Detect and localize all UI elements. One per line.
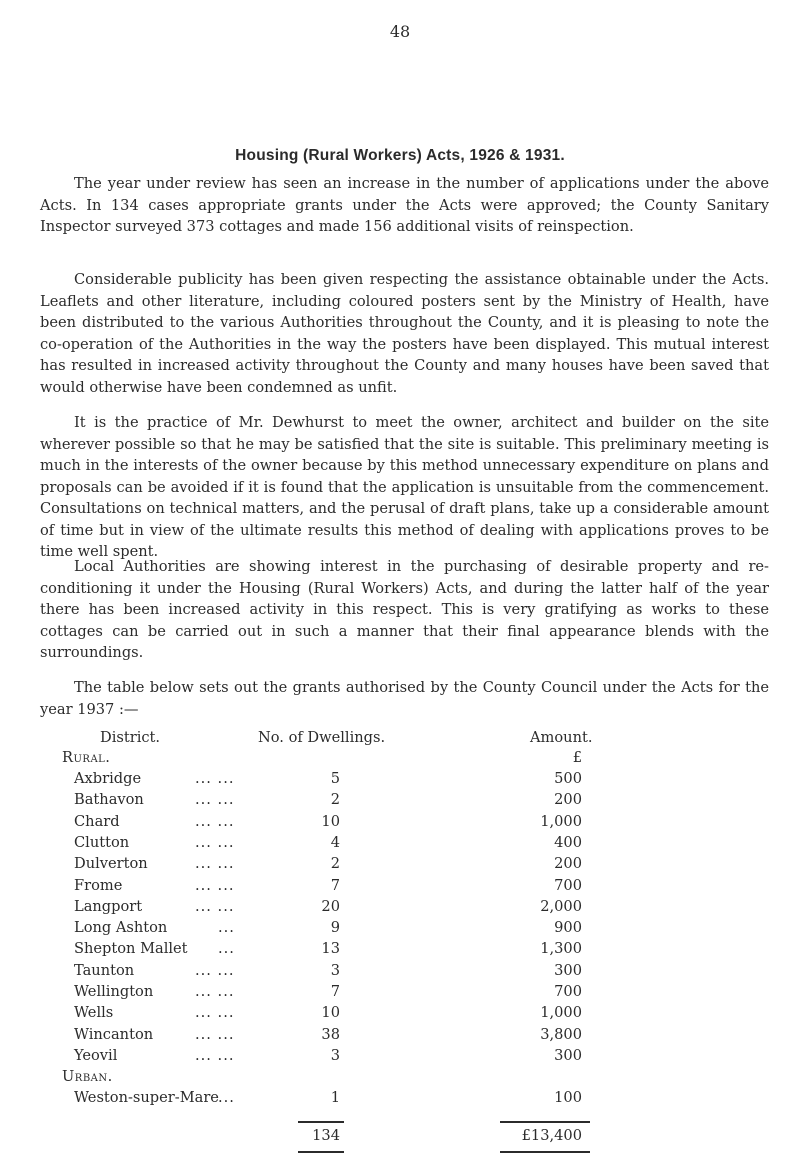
dwellings-cell: 1 bbox=[330, 1089, 340, 1107]
district-cell: Wellington bbox=[74, 983, 154, 1000]
district-cell: Yeovil bbox=[74, 1046, 118, 1064]
total-amount: £13,400 bbox=[521, 1126, 582, 1144]
leader-dots: ... ... bbox=[195, 1025, 235, 1043]
total-dwellings: 134 bbox=[312, 1126, 340, 1144]
amount-cell: 700 bbox=[554, 983, 582, 1000]
total-rule-dwellings bbox=[298, 1121, 344, 1123]
leader-dots: ... ... bbox=[195, 1004, 235, 1022]
amount-cell: 700 bbox=[554, 876, 582, 894]
dwellings-cell: 7 bbox=[330, 876, 340, 894]
leader-dots: ... bbox=[218, 940, 235, 958]
district-cell: Taunton bbox=[74, 961, 135, 979]
table-row bbox=[0, 981, 800, 1003]
amount-cell: 200 bbox=[554, 855, 582, 873]
table-row bbox=[0, 768, 800, 790]
dwellings-cell: 2 bbox=[330, 791, 340, 809]
table-row bbox=[0, 853, 800, 875]
paragraph-publicity: Considerable publicity has been given respecting the assistance obtainable under the Acts. Leaflets and other literature, including coloured posters sent by the Ministry of Health, have been distributed to the various Authorities throughout the County, and it is pleasing to note the co-operation of the Authorities in the way the posters have been displayed. This mutual interest has resulted in increased activity throughout the County and many houses have been saved that would otherwise have been condemned as unfit. bbox=[40, 271, 769, 396]
urban-label: Urban. bbox=[62, 1068, 113, 1086]
leader-dots: ... ... bbox=[195, 961, 235, 979]
table-total-row bbox=[0, 1125, 800, 1147]
header-district: District. bbox=[100, 729, 161, 746]
rural-label: Rural. bbox=[62, 749, 111, 766]
table-row bbox=[0, 1002, 800, 1024]
amount-cell: 1,000 bbox=[540, 1004, 582, 1022]
amount-cell: 2,000 bbox=[540, 897, 582, 915]
table-row bbox=[0, 917, 800, 939]
amount-cell: 300 bbox=[554, 1046, 582, 1064]
district-cell: Wincanton bbox=[74, 1025, 154, 1043]
table-row bbox=[0, 875, 800, 897]
amount-cell: 100 bbox=[554, 1089, 582, 1107]
leader-dots: ... ... bbox=[195, 791, 235, 809]
total-double-rule-dwellings bbox=[298, 1151, 344, 1153]
total-rule-amount bbox=[500, 1121, 590, 1123]
table-row bbox=[0, 789, 800, 811]
table-row bbox=[0, 896, 800, 918]
dwellings-cell: 20 bbox=[321, 897, 340, 915]
district-cell: Axbridge bbox=[74, 770, 142, 787]
section-heading: Housing (Rural Workers) Acts, 1926 & 1931. bbox=[235, 147, 565, 164]
table-row bbox=[0, 1087, 800, 1109]
paragraph-reconditioning: Local Authorities are showing interest in the purchasing of desirable property and re-conditioning it under the Housing (Rural Workers) Acts, and during the latter half of the year there has been increased activity in this respect. This is very gratifying as works to these cottages can be carried out in such a manner that their final appearance blends with the surroundings. bbox=[40, 558, 769, 661]
header-dwellings: No. of Dwellings. bbox=[258, 729, 386, 746]
table-header-row bbox=[0, 727, 800, 749]
paragraph-table-intro: The table below sets out the grants authorised by the County Council under the Acts for the year 1937 :— bbox=[40, 679, 769, 718]
currency-symbol: £ bbox=[572, 749, 582, 766]
total-double-rule-amount bbox=[500, 1151, 590, 1153]
district-cell: Bathavon bbox=[74, 791, 144, 809]
district-cell: Weston-super-Mare bbox=[74, 1089, 219, 1107]
dwellings-cell: 13 bbox=[321, 940, 340, 958]
paragraph-site-meetings: It is the practice of Mr. Dewhurst to meet the owner, architect and builder on the site wherever possible so that he may be satisfied that the site is suitable. This preliminary meeting is much in the interests of the owner because by this method unnecessary expenditure on plans and proposals can be avoided if it is found that the application is unsuitable from the commencement. Consultations on technical matters, and the perusal of draft plans, take up a considerable amount of time but in view of the ultimate results this method of dealing with applications proves to be time well spent. bbox=[40, 414, 769, 560]
district-cell: Langport bbox=[74, 897, 143, 915]
district-cell: Wells bbox=[74, 1004, 114, 1022]
page-number: 48 bbox=[389, 22, 411, 41]
leader-dots: ... bbox=[218, 1089, 235, 1107]
table-row bbox=[0, 960, 800, 982]
table-row bbox=[0, 938, 800, 960]
amount-cell: 1,000 bbox=[540, 812, 582, 830]
urban-section-row bbox=[0, 1066, 800, 1088]
district-cell: Shepton Mallet bbox=[74, 940, 188, 958]
dwellings-cell: 3 bbox=[330, 961, 340, 979]
leader-dots: ... ... bbox=[195, 876, 235, 894]
leader-dots: ... bbox=[218, 919, 235, 937]
district-cell: Dulverton bbox=[74, 855, 148, 873]
header-amount: Amount. bbox=[530, 729, 593, 746]
dwellings-cell: 4 bbox=[330, 833, 340, 851]
amount-cell: 500 bbox=[554, 770, 582, 787]
leader-dots: ... ... bbox=[195, 1046, 235, 1064]
amount-cell: 1,300 bbox=[540, 940, 582, 958]
amount-cell: 300 bbox=[554, 961, 582, 979]
leader-dots: ... ... bbox=[195, 897, 235, 915]
table-row bbox=[0, 811, 800, 833]
dwellings-cell: 10 bbox=[321, 1004, 340, 1022]
district-cell: Long Ashton bbox=[74, 919, 168, 937]
amount-cell: 3,800 bbox=[540, 1025, 582, 1043]
district-cell: Chard bbox=[74, 812, 120, 830]
dwellings-cell: 38 bbox=[321, 1025, 340, 1043]
leader-dots: ... ... bbox=[195, 812, 235, 830]
dwellings-cell: 10 bbox=[321, 812, 340, 830]
table-row bbox=[0, 1024, 800, 1046]
dwellings-cell: 5 bbox=[330, 770, 340, 787]
dwellings-cell: 7 bbox=[330, 983, 340, 1000]
amount-cell: 400 bbox=[554, 833, 582, 851]
dwellings-cell: 9 bbox=[330, 919, 340, 937]
paragraph-applications: The year under review has seen an increase in the number of applications under the above Acts. In 134 cases appropriate grants under the Acts were approved; the County Sanitary Inspector surveyed 373 cottages and made 156 additional visits of reinspection. bbox=[40, 175, 769, 235]
district-cell: Clutton bbox=[74, 833, 130, 851]
amount-cell: 200 bbox=[554, 791, 582, 809]
rural-section-row bbox=[0, 747, 800, 769]
dwellings-cell: 2 bbox=[330, 855, 340, 873]
district-cell: Frome bbox=[74, 876, 123, 894]
table-row bbox=[0, 832, 800, 854]
dwellings-cell: 3 bbox=[330, 1046, 340, 1064]
table-row bbox=[0, 1045, 800, 1067]
leader-dots: ... ... bbox=[195, 855, 235, 873]
leader-dots: ... ... bbox=[195, 833, 235, 851]
amount-cell: 900 bbox=[554, 919, 582, 937]
leader-dots: ... ... bbox=[195, 770, 235, 787]
leader-dots: ... ... bbox=[195, 983, 235, 1000]
